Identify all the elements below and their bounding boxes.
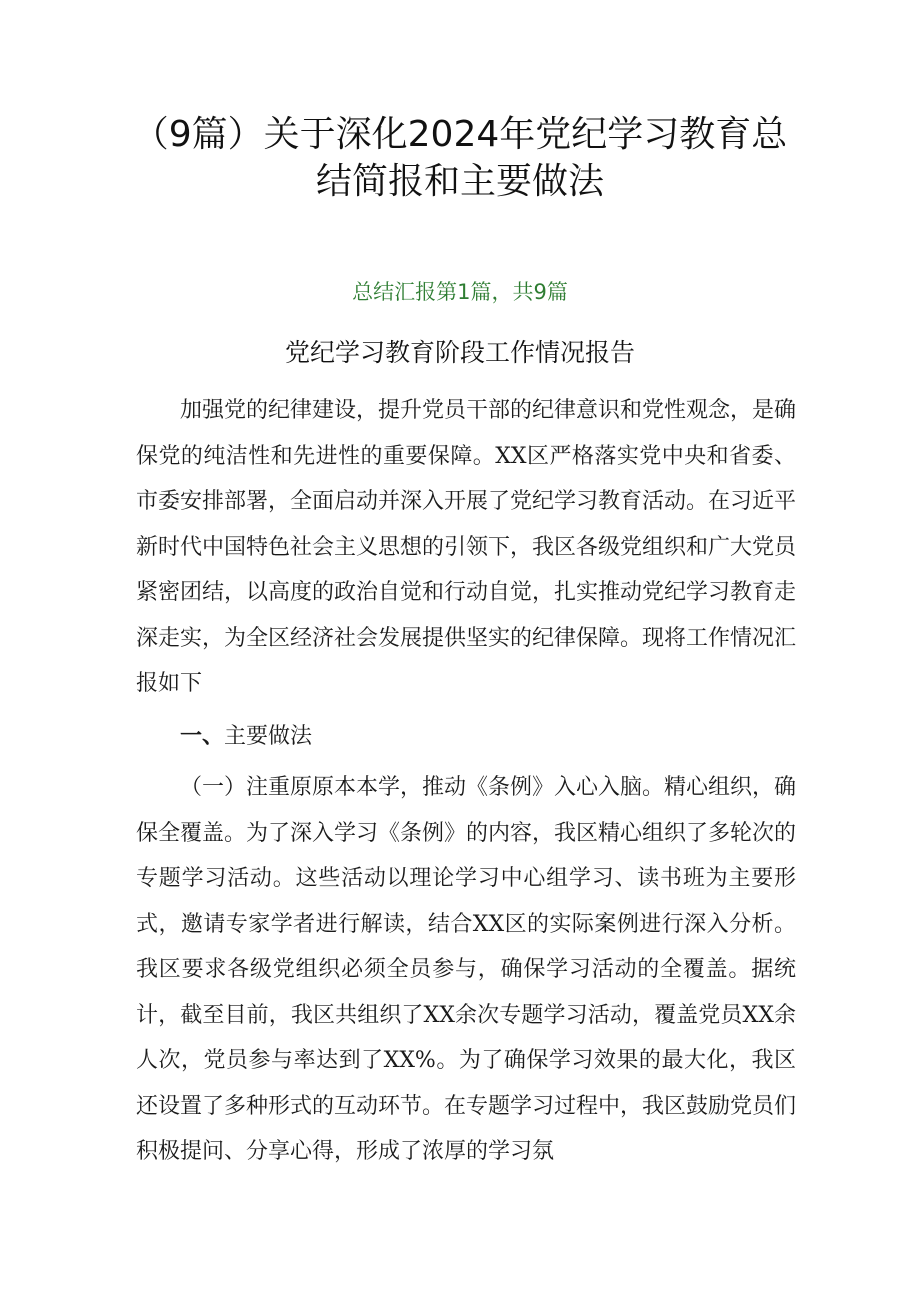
section-heading-text: 主要做法 xyxy=(224,724,313,749)
body-paragraph: （一）注重原原本本学，推动《条例》入心入脑。精心组织，确保全覆盖。为了深入学习《条例》的内容，我区精心组织了多轮次的专题学习活动。这些活动以理论学习中心组学习、读书班为主要形式，邀请专家学者进行解读，结合XX区的实际案例进行深入分析。我区要求各级党组织必须全员参与，确保学习活动的全覆盖。据统计，截至目前，我区共组织了XX余次专题学习活动，覆盖党员XX余人次，党员参与率达到了XX%。为了确保学习效果的最大化，我区还设置了多种形式的互动环节。在专题学习过程中，我区鼓励党员们积极提问、分享心得，形成了浓厚的学习氛 xyxy=(136,775,797,1164)
document-title-line-1: （9篇）关于深化2024年党纪学习教育总 xyxy=(132,114,788,155)
report-title: 党纪学习教育阶段工作情况报告 xyxy=(284,338,635,367)
section-heading xyxy=(180,714,312,759)
document-title-line-2: 结简报和主要做法 xyxy=(315,161,604,202)
section-heading-number: 一、 xyxy=(180,723,225,749)
article-subtitle: 总结汇报第1篇，共9篇 xyxy=(352,280,568,304)
intro-paragraph: 加强党的纪律建设，提升党员干部的纪律意识和党性观念，是确保党的纯洁性和先进性的重要保障。XX区严格落实党中央和省委、市委安排部署，全面启动并深入开展了党纪学习教育活动。在习近平新时代中国特色社会主义思想的引领下，我区各级党组织和广大党员紧密团结，以高度的政治自觉和行动自觉，扎实推动党纪学习教育走深走实，为全区经济社会发展提供坚实的纪律保障。现将工作情况汇报如下 xyxy=(136,398,797,696)
